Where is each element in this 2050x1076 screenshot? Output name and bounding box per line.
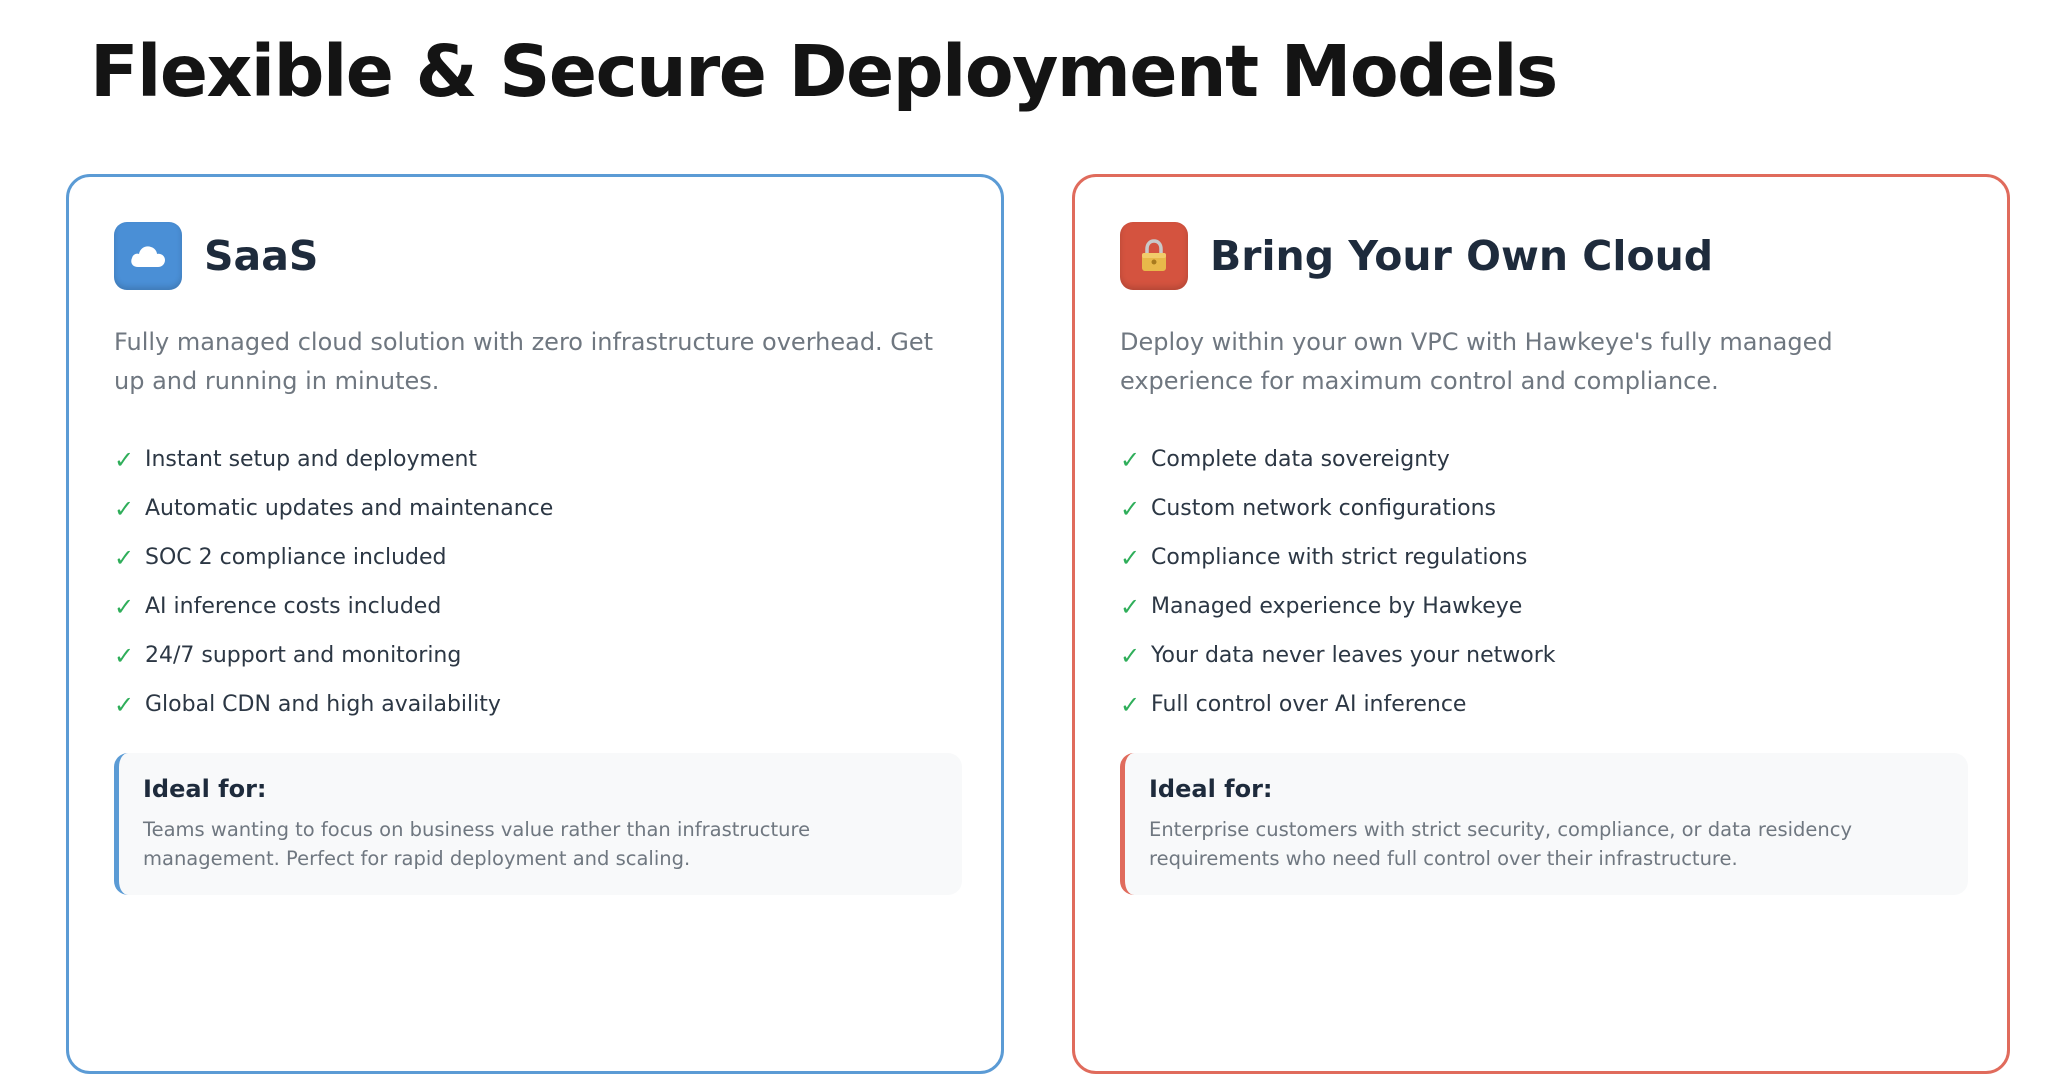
page-title: Flexible & Secure Deployment Models [90, 30, 1557, 113]
saas-card-title: SaaS [204, 232, 319, 280]
saas-card-description: Fully managed cloud solution with zero infrastructure overhead. Get up and running in minutes. [114, 328, 934, 395]
feature-item [114, 631, 553, 680]
check-icon: ✓ [1120, 543, 1141, 572]
byoc-ideal-for-box [1120, 753, 1968, 895]
saas-card-header [114, 222, 318, 290]
ideal-for-text: Enterprise customers with strict security, compliance, or data residency requirements who need full control over their infrastructure. [1149, 818, 1853, 870]
feature-item [1120, 533, 1556, 582]
byoc-card-title: Bring Your Own Cloud [1210, 232, 1714, 280]
feature-item [114, 484, 553, 533]
feature-item [1120, 435, 1556, 484]
check-icon: ✓ [114, 445, 135, 474]
byoc-card [1072, 174, 2010, 1074]
feature-label: SOC 2 compliance included [145, 545, 447, 570]
ideal-for-text: Teams wanting to focus on business value rather than infrastructure management. Perfect for rapid deployment and scaling. [143, 818, 811, 870]
check-icon: ✓ [1120, 690, 1141, 719]
feature-label: Instant setup and deployment [145, 447, 478, 472]
saas-feature-list [114, 435, 553, 729]
check-icon: ✓ [114, 641, 135, 670]
check-icon: ✓ [1120, 494, 1141, 523]
ideal-for-label: Ideal for: [143, 775, 267, 803]
check-icon: ✓ [114, 494, 135, 523]
byoc-card-description: Deploy within your own VPC with Hawkeye's fully managed experience for maximum control and compliance. [1120, 328, 1833, 395]
check-icon: ✓ [114, 592, 135, 621]
feature-item [1120, 631, 1556, 680]
check-icon: ✓ [1120, 641, 1141, 670]
feature-label: Compliance with strict regulations [1151, 545, 1528, 570]
lock-icon [1120, 222, 1188, 290]
feature-item [1120, 484, 1556, 533]
check-icon: ✓ [1120, 445, 1141, 474]
saas-card [66, 174, 1004, 1074]
feature-label: Custom network configurations [1151, 496, 1497, 521]
feature-label: 24/7 support and monitoring [145, 643, 462, 668]
byoc-feature-list [1120, 435, 1556, 729]
feature-label: AI inference costs included [145, 594, 442, 619]
feature-item [1120, 680, 1556, 729]
feature-item [114, 582, 553, 631]
feature-item [114, 435, 553, 484]
feature-label: Automatic updates and maintenance [145, 496, 554, 521]
feature-label: Complete data sovereignty [1151, 447, 1450, 472]
feature-item [1120, 582, 1556, 631]
cloud-icon [114, 222, 182, 290]
check-icon: ✓ [1120, 592, 1141, 621]
feature-label: Managed experience by Hawkeye [1151, 594, 1523, 619]
feature-label: Global CDN and high availability [145, 692, 501, 717]
feature-label: Full control over AI inference [1151, 692, 1467, 717]
feature-item [114, 680, 553, 729]
feature-item [114, 533, 553, 582]
ideal-for-label: Ideal for: [1149, 775, 1273, 803]
check-icon: ✓ [114, 690, 135, 719]
check-icon: ✓ [114, 543, 135, 572]
saas-ideal-for-box [114, 753, 962, 895]
byoc-card-header [1120, 222, 1713, 290]
feature-label: Your data never leaves your network [1151, 643, 1556, 668]
